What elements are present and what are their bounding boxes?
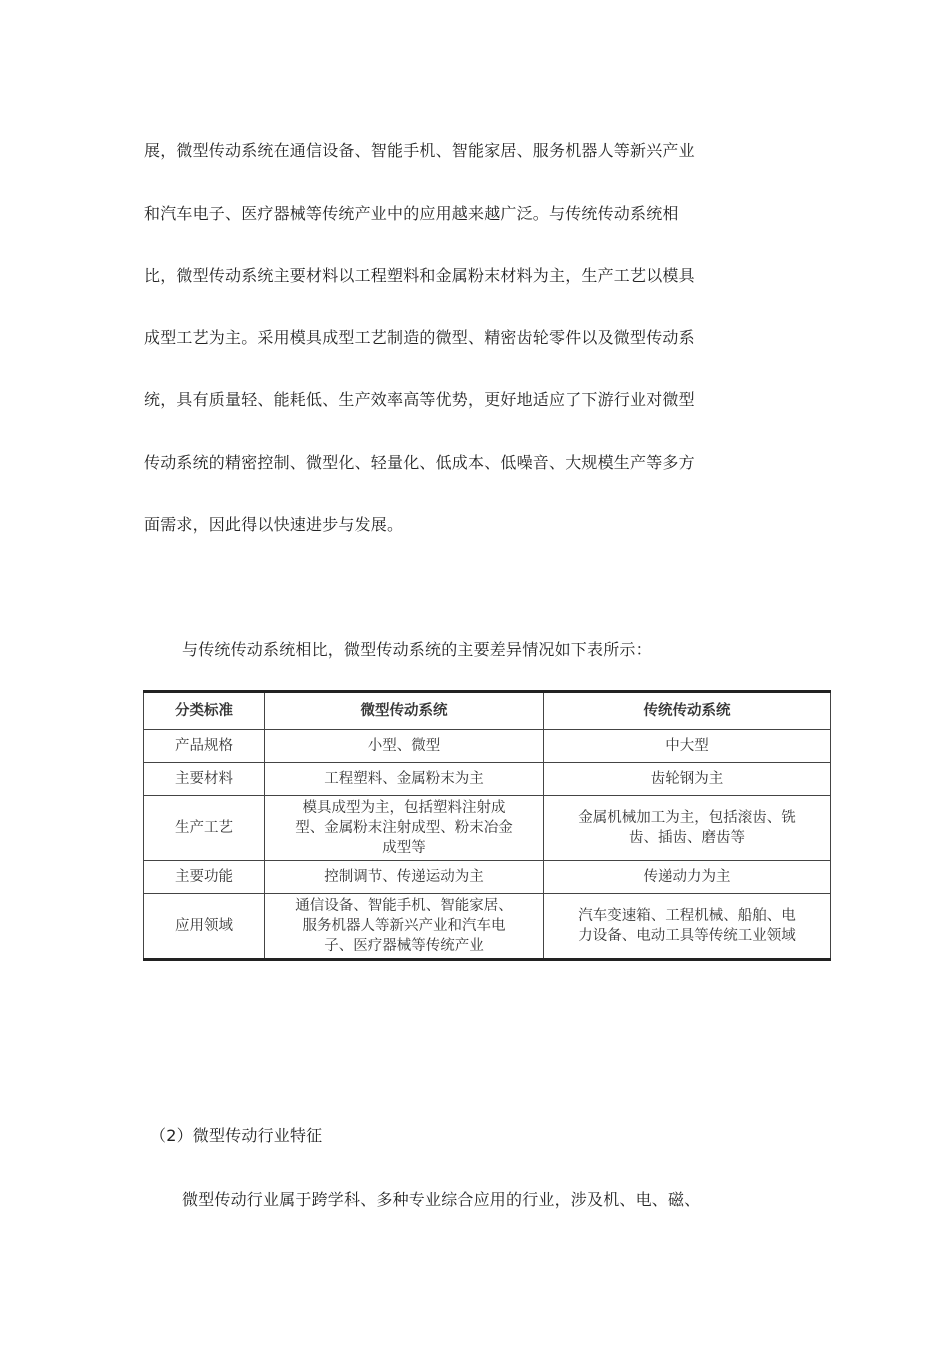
paragraph-line: 比，微型传动系统主要材料以工程塑料和金属粉末材料为主，生产工艺以模具 [144,266,695,285]
cell-line: 传递动力为主 [643,869,731,885]
traditional-cell [544,730,831,763]
cell-line: 齿、插齿、磨齿等 [629,830,745,846]
cell-line: 服务机器人等新兴产业和汽车电 [302,918,506,934]
row-category: 产品规格 [144,730,265,763]
header-micro: 微型传动系统 [265,692,544,730]
cell-line: 中大型 [665,738,709,754]
micro-cell [265,861,544,894]
cell-line: 子、医疗器械等传统产业 [324,938,484,954]
cell-line: 力设备、电动工具等传统工业领域 [578,928,796,944]
micro-cell [265,763,544,796]
table-header-row [144,692,831,730]
cell-line: 通信设备、智能手机、智能家居、 [295,898,513,914]
paragraph-line: 微型传动行业属于跨学科、多种专业综合应用的行业，涉及机、电、磁、 [182,1190,701,1209]
header-category: 分类标准 [144,692,265,730]
paragraph-line: 和汽车电子、医疗器械等传统产业中的应用越来越广泛。与传统传动系统相 [144,204,679,223]
traditional-cell [544,894,831,960]
paragraph-line: 展，微型传动系统在通信设备、智能手机、智能家居、服务机器人等新兴产业 [144,141,695,160]
traditional-cell [544,763,831,796]
cell-line: 模具成型为主，包括塑料注射成 [302,800,506,816]
cell-line: 齿轮钢为主 [650,771,724,787]
paragraph-line: 传动系统的精密控制、微型化、轻量化、低成本、低噪音、大规模生产等多方 [144,453,695,472]
section-heading: （2）微型传动行业特征 [150,1126,323,1145]
header-traditional: 传统传动系统 [544,692,831,730]
traditional-cell [544,861,831,894]
micro-cell [265,894,544,960]
row-category: 主要功能 [144,861,265,894]
comparison-table [143,690,831,961]
table-row [144,796,831,861]
row-category: 应用领域 [144,894,265,960]
paragraph-line: 面需求，因此得以快速进步与发展。 [144,515,404,534]
table-row [144,861,831,894]
micro-cell [265,730,544,763]
table-row [144,763,831,796]
table-intro: 与传统传动系统相比，微型传动系统的主要差异情况如下表所示： [182,640,652,659]
cell-line: 工程塑料、金属粉末为主 [324,771,484,787]
cell-line: 成型等 [382,840,426,856]
row-category: 生产工艺 [144,796,265,861]
row-category: 主要材料 [144,763,265,796]
table-row [144,894,831,960]
cell-line: 控制调节、传递运动为主 [324,869,484,885]
table-row [144,730,831,763]
paragraph-line: 成型工艺为主。采用模具成型工艺制造的微型、精密齿轮零件以及微型传动系 [144,328,695,347]
cell-line: 汽车变速箱、工程机械、船舶、电 [578,908,796,924]
micro-cell [265,796,544,861]
cell-line: 型、金属粉末注射成型、粉末冶金 [295,820,513,836]
cell-line: 金属机械加工为主，包括滚齿、铣 [578,810,796,826]
paragraph-line: 统，具有质量轻、能耗低、生产效率高等优势，更好地适应了下游行业对微型 [144,390,695,409]
traditional-cell [544,796,831,861]
cell-line: 小型、微型 [367,738,441,754]
